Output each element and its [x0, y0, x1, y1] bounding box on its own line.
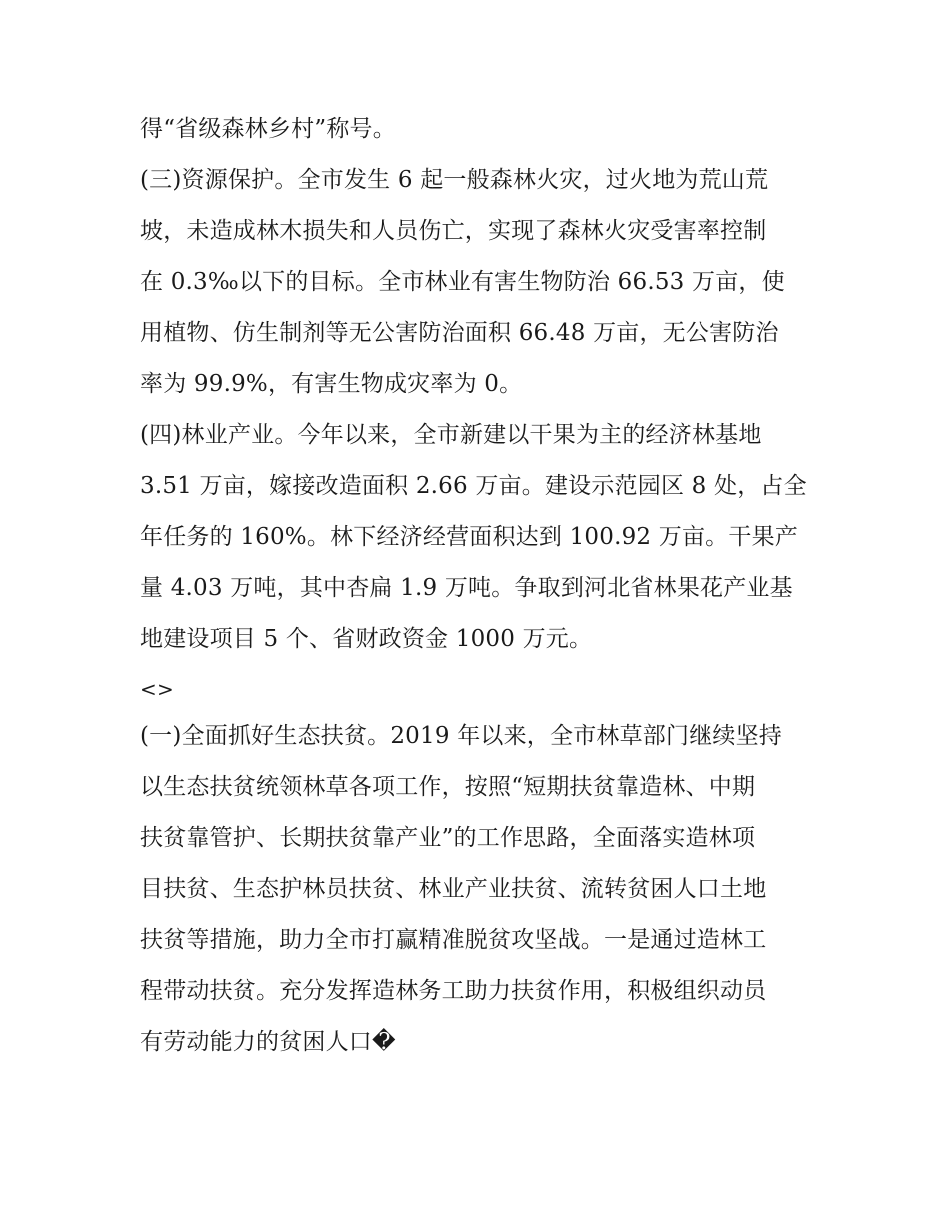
text-line: 用植物、仿生制剂等无公害防治面积 66.48 万亩，无公害防治 [140, 320, 779, 346]
text-line: (四)林业产业。今年以来，全市新建以干果为主的经济林基地 [140, 422, 762, 448]
text-line: 扶贫靠管护、长期扶贫靠产业”的工作思路，全面落实造林项 [140, 825, 756, 851]
text-line: 得“省级森林乡村”称号。 [140, 116, 396, 142]
text-line: (三)资源保护。全市发生 6 起一般森林火灾，过火地为荒山荒 [140, 167, 769, 193]
text-line: 扶贫等措施，助力全市打赢精准脱贫攻坚战。一是通过造林工 [140, 927, 767, 953]
text-line: 地建设项目 5 个、省财政资金 1000 万元。 [140, 626, 593, 652]
body-text [140, 108, 820, 1072]
text-line: 有劳动能力的贫困人口� [140, 1029, 396, 1055]
text-line: 年任务的 160%。林下经济经营面积达到 100.92 万亩。干果产 [140, 524, 798, 550]
text-line: 程带动扶贫。充分发挥造林务工助力扶贫作用，积极组织动员 [140, 978, 767, 1004]
text-line: 率为 99.9%，有害生物成灾率为 0。 [140, 371, 523, 397]
section-marker: <> [140, 677, 174, 701]
text-line: 量 4.03 万吨，其中杏扁 1.9 万吨。争取到河北省林果花产业基 [140, 575, 793, 601]
text-line: 3.51 万亩，嫁接改造面积 2.66 万亩。建设示范园区 8 处，占全 [140, 473, 807, 499]
text-line: (一)全面抓好生态扶贫。2019 年以来，全市林草部门继续坚持 [140, 723, 782, 749]
text-line: 坡，未造成林木损失和人员伤亡，实现了森林火灾受害率控制 [140, 218, 767, 244]
text-line: 以生态扶贫统领林草各项工作，按照“短期扶贫靠造林、中期 [140, 774, 756, 800]
text-line: 目扶贫、生态护林员扶贫、林业产业扶贫、流转贫困人口土地 [140, 876, 767, 902]
text-line: 在 0.3‰以下的目标。全市林业有害生物防治 66.53 万亩，使 [140, 269, 785, 295]
